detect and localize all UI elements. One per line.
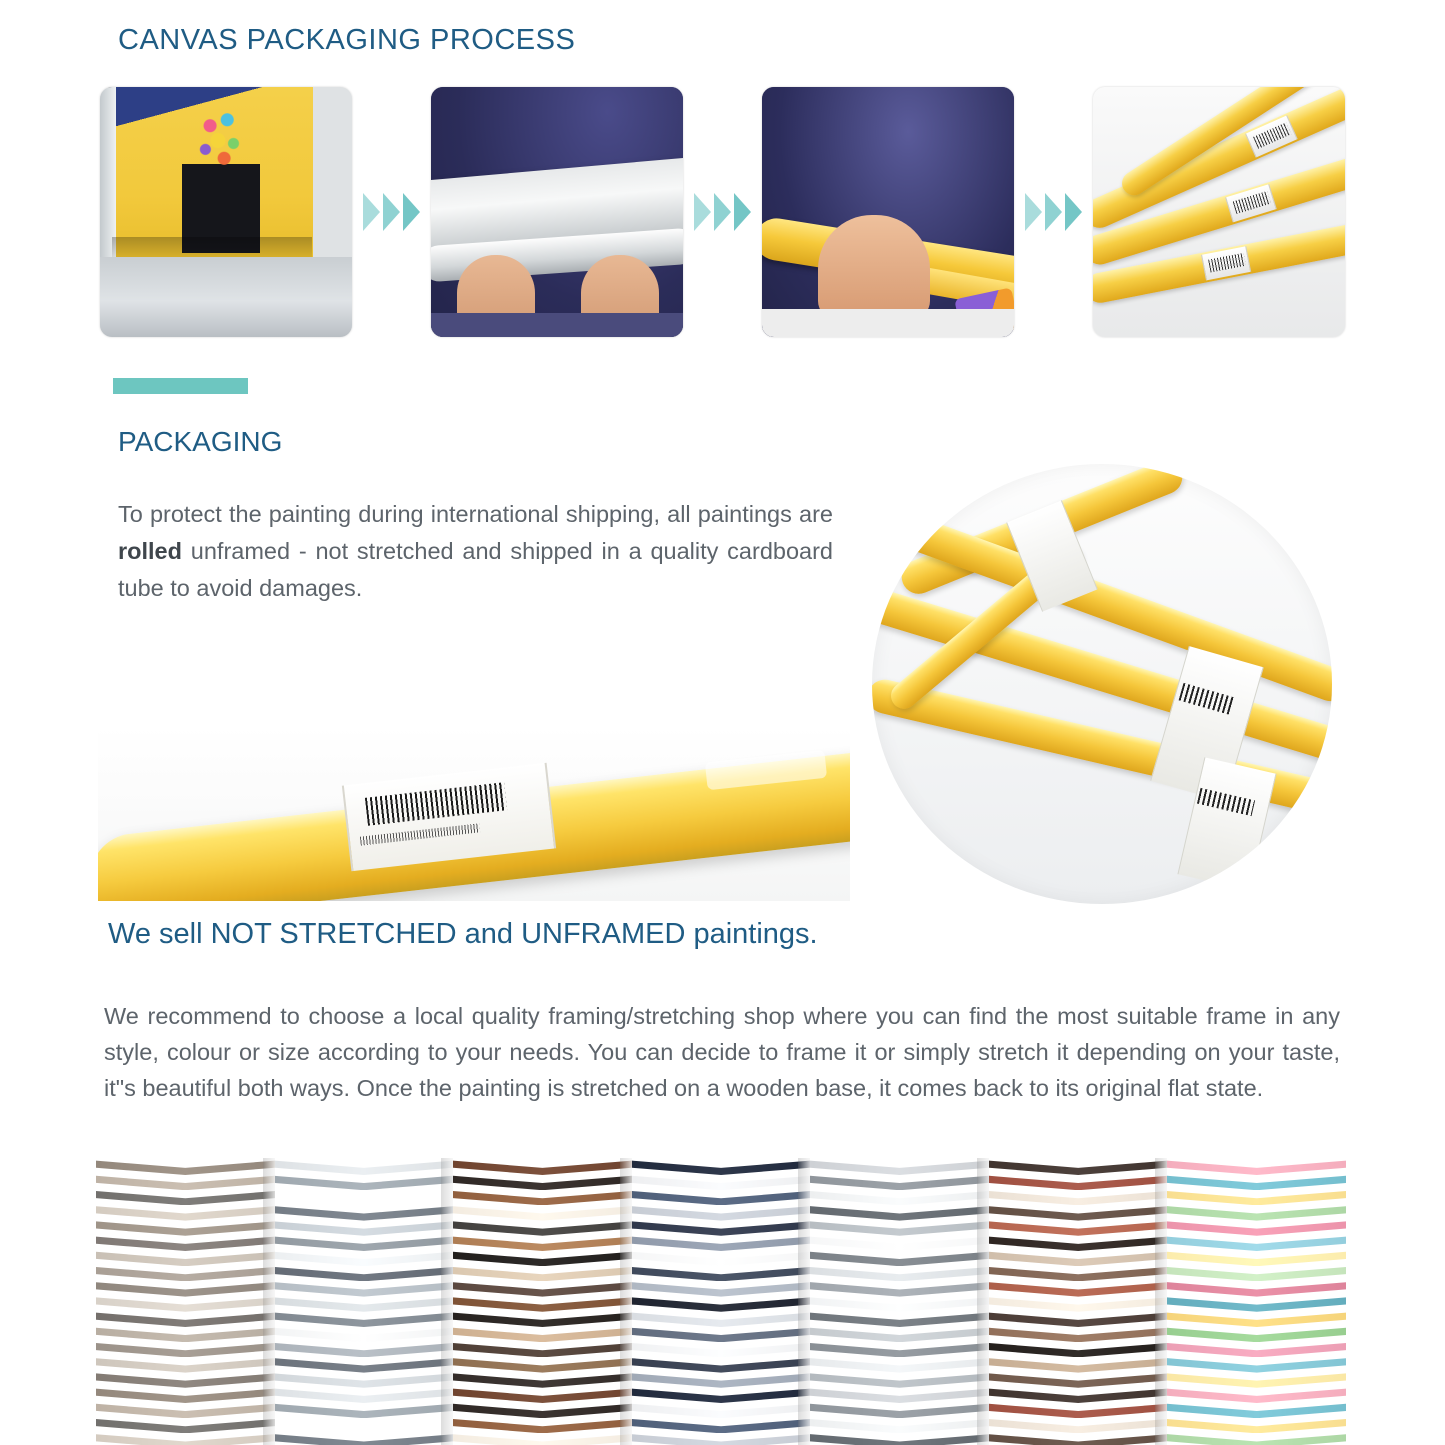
frame-sample [632,1234,811,1251]
frame-sample [1167,1416,1346,1433]
frame-sample [453,1173,632,1190]
frame-sample [275,1310,454,1327]
frame-sample [96,1401,275,1418]
chevron-right-icon [403,193,420,231]
frame-sample [453,1280,632,1297]
frame-sample [810,1158,989,1175]
frame-sample [1167,1386,1346,1403]
frame-sample [453,1219,632,1236]
process-step-image-2 [431,87,683,337]
frame-sample [989,1340,1168,1357]
frame-sample [632,1416,811,1433]
frame-sample [1167,1295,1346,1312]
frame-column-2 [275,1158,454,1445]
painting-artwork [108,87,313,262]
frame-sample [96,1340,275,1357]
frame-sample [96,1173,275,1190]
frame-sample [275,1386,454,1403]
frame-sample [453,1295,632,1312]
hand [818,215,930,319]
packaging-text-panel [108,408,843,728]
frame-sample [810,1356,989,1373]
frame-sample [453,1416,632,1433]
frame-sample [1167,1356,1346,1373]
frame-column-5 [810,1158,989,1445]
worktable [100,257,352,337]
frame-sample [810,1295,989,1312]
frame-sample [810,1249,989,1266]
frame-sample [275,1204,454,1221]
frame-sample [1167,1280,1346,1297]
frame-sample [810,1280,989,1297]
frame-sample [96,1280,275,1297]
frame-sample [453,1356,632,1373]
frame-sample [453,1401,632,1418]
frame-sample [96,1416,275,1433]
packaging-paragraph [118,496,833,607]
frame-sample [632,1280,811,1297]
chevron-stack [989,1158,1168,1445]
frame-sample [275,1234,454,1251]
section-divider-rule [113,378,248,394]
frame-sample [989,1264,1168,1281]
packaging-text-part1: To protect the painting during international shipping, all paintings are [118,501,833,527]
frame-sample [96,1432,275,1445]
frame-sample [810,1386,989,1403]
frame-sample [96,1204,275,1221]
frame-sample [275,1356,454,1373]
rack-divider [620,1158,632,1445]
chevron-right-icon [1045,193,1062,231]
process-step-image-4 [1093,87,1345,337]
page-title: CANVAS PACKAGING PROCESS [118,20,585,61]
frame-sample [96,1295,275,1312]
process-step-image-1 [100,87,352,337]
painted-figure [182,105,260,253]
frame-sample [96,1325,275,1342]
chevron-stack [96,1158,275,1445]
frame-sample [632,1371,811,1388]
tube-bundle-circle-photo [872,464,1332,904]
table-edge [762,309,1014,337]
arrow-group-3 [1014,193,1093,231]
frame-sample [989,1280,1168,1297]
frame-sample [453,1158,632,1175]
frame-sample [810,1416,989,1433]
rolled-canvas-tube-photo [98,726,850,901]
frame-sample [989,1325,1168,1342]
frame-sample [1167,1325,1346,1342]
frame-sample [810,1310,989,1327]
chevron-right-icon [383,193,400,231]
frame-column-7 [1167,1158,1346,1445]
frame-sample [1167,1371,1346,1388]
frame-sample [275,1295,454,1312]
frame-sample [632,1204,811,1221]
frame-sample [989,1310,1168,1327]
frame-sample [453,1310,632,1327]
chevron-stack [1167,1158,1346,1445]
frame-sample [275,1280,454,1297]
frame-sample [453,1371,632,1388]
frame-sample [989,1219,1168,1236]
frame-sample [1167,1432,1346,1445]
frame-sample [632,1401,811,1418]
chevron-stack [453,1158,632,1445]
frame-sample [275,1158,454,1175]
chevron-right-icon [714,193,731,231]
frame-column-4 [632,1158,811,1445]
frame-sample [275,1340,454,1357]
frame-sample [453,1249,632,1266]
frame-sample [96,1158,275,1175]
frame-sample [275,1188,454,1205]
frame-sample [453,1340,632,1357]
frame-sample [453,1325,632,1342]
frame-column-3 [453,1158,632,1445]
chevron-right-icon [363,193,380,231]
frame-sample [453,1234,632,1251]
frame-sample [989,1204,1168,1221]
rack-divider [1155,1158,1167,1445]
frame-sample [989,1173,1168,1190]
frame-sample [96,1249,275,1266]
frame-sample [632,1249,811,1266]
frame-sample [989,1401,1168,1418]
frame-column-6 [989,1158,1168,1445]
chevron-right-icon [694,193,711,231]
packaging-text-emphasis: rolled [118,538,182,564]
frame-sample [275,1264,454,1281]
frame-sample [96,1371,275,1388]
frame-sample [810,1432,989,1445]
chevron-stack [810,1158,989,1445]
frame-sample [1167,1401,1346,1418]
frame-sample [810,1340,989,1357]
frame-sample [275,1432,454,1445]
frame-sample [989,1158,1168,1175]
frame-sample [810,1401,989,1418]
frame-sample [96,1188,275,1205]
frame-sample [632,1295,811,1312]
frame-sample [989,1386,1168,1403]
frame-sample [1167,1340,1346,1357]
frame-sample [810,1371,989,1388]
frame-sample [275,1173,454,1190]
frame-sample [275,1371,454,1388]
frame-sample [810,1204,989,1221]
frame-sample [989,1356,1168,1373]
frame-sample [810,1264,989,1281]
frame-sample [96,1219,275,1236]
frame-sample [632,1340,811,1357]
frame-sample [453,1204,632,1221]
frame-sample [96,1234,275,1251]
frame-samples-photo [96,1158,1346,1445]
frame-column-1 [96,1158,275,1445]
frame-sample [453,1432,632,1445]
chevron-right-icon [734,193,751,231]
process-step-image-3 [762,87,1014,337]
frame-sample [275,1325,454,1342]
arrow-group-1 [352,193,431,231]
frame-sample [632,1219,811,1236]
frame-sample [989,1249,1168,1266]
frame-sample [275,1219,454,1236]
frame-sample [632,1310,811,1327]
rack-divider [977,1158,989,1445]
unframed-heading: We sell NOT STRETCHED and UNFRAMED paintings. [108,918,818,950]
frame-sample [989,1416,1168,1433]
frame-sample [96,1386,275,1403]
chevron-right-icon [1065,193,1082,231]
frame-sample [275,1249,454,1266]
frame-sample [632,1173,811,1190]
rack-divider [798,1158,810,1445]
rack-divider [441,1158,453,1445]
frame-sample [632,1432,811,1445]
worktable [431,313,683,337]
frame-sample [989,1371,1168,1388]
frame-sample [810,1325,989,1342]
unframed-paragraph: We recommend to choose a local quality framing/stretching shop where you can find the most suitable frame in any style, colour or size according to your needs. You can decide to frame it or simply stretch it depending on your taste, it"s beautiful both ways. Once the painting is stretched on a wooden base, it comes back to its original flat state. [104,1003,1340,1101]
frame-sample [1167,1204,1346,1221]
frame-sample [1167,1219,1346,1236]
packaging-heading: PACKAGING [118,426,283,457]
frame-sample [810,1173,989,1190]
frame-sample [275,1416,454,1433]
frame-sample [453,1386,632,1403]
frame-sample [1167,1234,1346,1251]
frame-sample [96,1264,275,1281]
chevron-stack [275,1158,454,1445]
frame-sample [275,1401,454,1418]
frame-sample [1167,1173,1346,1190]
chevron-right-icon [1025,193,1042,231]
frame-sample [1167,1158,1346,1175]
frame-sample [810,1219,989,1236]
frame-sample [1167,1310,1346,1327]
frame-sample [810,1188,989,1205]
frame-sample [453,1188,632,1205]
frame-sample [632,1325,811,1342]
frame-sample [989,1295,1168,1312]
frame-sample [632,1264,811,1281]
chevron-stack [632,1158,811,1445]
frame-sample [989,1432,1168,1445]
frame-sample [1167,1249,1346,1266]
frame-sample [810,1234,989,1251]
arrow-group-2 [683,193,762,231]
frame-sample [96,1310,275,1327]
frame-sample [632,1158,811,1175]
frame-sample [632,1188,811,1205]
frame-sample [989,1188,1168,1205]
frame-sample [1167,1188,1346,1205]
frame-sample [632,1356,811,1373]
frame-sample [96,1356,275,1373]
packaging-process-strip [100,84,1345,340]
rack-divider [263,1158,275,1445]
packaging-text-part2: unframed - not stretched and shipped in a quality cardboard tube to avoid damages. [118,538,833,601]
frame-sample [989,1234,1168,1251]
frame-sample [632,1386,811,1403]
frame-sample [1167,1264,1346,1281]
frame-sample [453,1264,632,1281]
